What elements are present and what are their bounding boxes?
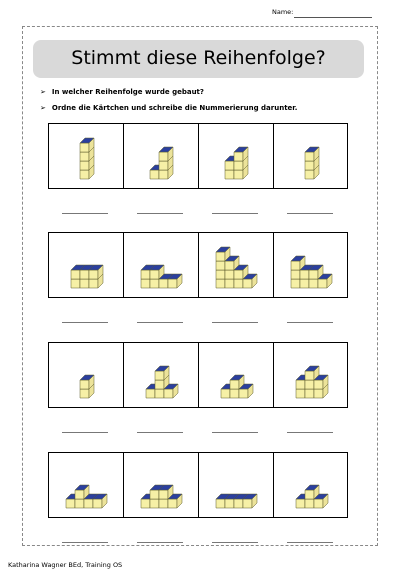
cube-face — [225, 170, 234, 179]
cube-face — [159, 152, 168, 161]
cube-face — [234, 279, 243, 288]
cube-building — [49, 342, 124, 408]
answer-line[interactable] — [212, 542, 258, 543]
cube-face — [305, 152, 314, 161]
picture-card[interactable] — [273, 342, 348, 408]
picture-card[interactable] — [273, 232, 348, 298]
cube-face — [164, 389, 173, 398]
footer-credit: Katharina Wagner BEd, Training OS — [8, 561, 123, 569]
answer-line[interactable] — [287, 542, 333, 543]
cube-face — [155, 371, 164, 380]
name-field-line[interactable] — [294, 17, 372, 18]
picture-card[interactable] — [198, 342, 273, 408]
cube-face — [296, 389, 305, 398]
cube-building — [199, 123, 274, 189]
cube-face — [159, 490, 168, 499]
answer-line[interactable] — [62, 213, 108, 214]
cube-face — [309, 270, 318, 279]
cube-face — [234, 161, 243, 170]
cube-building — [124, 452, 199, 518]
answer-line[interactable] — [62, 322, 108, 323]
cube-face — [291, 279, 300, 288]
cube-face — [305, 499, 314, 508]
cube-face — [300, 270, 309, 279]
cube-face — [291, 270, 300, 279]
cube-face — [93, 499, 102, 508]
cube-face — [75, 490, 84, 499]
cube-face — [150, 499, 159, 508]
answer-line[interactable] — [137, 542, 183, 543]
cube-face — [80, 389, 89, 398]
instruction-2 — [40, 104, 297, 112]
cube-face — [71, 279, 80, 288]
cube-face — [216, 270, 225, 279]
picture-card[interactable] — [123, 123, 198, 189]
card-row — [48, 123, 348, 189]
answer-line[interactable] — [212, 213, 258, 214]
cube-face — [305, 161, 314, 170]
cube-face — [66, 499, 75, 508]
answer-line[interactable] — [287, 213, 333, 214]
cube-face — [216, 261, 225, 270]
cube-face — [80, 279, 89, 288]
answer-line[interactable] — [212, 432, 258, 433]
picture-card[interactable] — [48, 123, 123, 189]
cube-face — [314, 499, 323, 508]
answer-line[interactable] — [137, 322, 183, 323]
cube-face — [225, 270, 234, 279]
cube-face — [159, 279, 168, 288]
cube-face — [89, 279, 98, 288]
cube-building — [199, 452, 274, 518]
title-banner — [33, 40, 364, 78]
cube-face — [89, 270, 98, 279]
cube-face — [318, 279, 327, 288]
picture-card[interactable] — [48, 232, 123, 298]
cube-face — [150, 170, 159, 179]
cube-face — [243, 499, 252, 508]
picture-card[interactable] — [198, 452, 273, 518]
picture-card[interactable] — [123, 232, 198, 298]
cube-face — [243, 279, 252, 288]
cube-face — [159, 499, 168, 508]
cube-face — [234, 270, 243, 279]
cube-building — [124, 342, 199, 408]
cube-face — [141, 279, 150, 288]
cube-building — [124, 232, 199, 298]
cube-face — [305, 380, 314, 389]
arrow-icon: ➢ — [40, 104, 46, 112]
cube-face — [141, 270, 150, 279]
cube-face — [239, 389, 248, 398]
cube-face — [305, 389, 314, 398]
cube-face — [150, 490, 159, 499]
name-field-label: Name: — [272, 8, 294, 16]
cube-face — [305, 490, 314, 499]
cube-face — [80, 380, 89, 389]
cube-face — [309, 279, 318, 288]
cube-building — [199, 342, 274, 408]
card-row — [48, 342, 348, 408]
answer-line[interactable] — [62, 432, 108, 433]
cube-face — [314, 389, 323, 398]
cube-face — [146, 389, 155, 398]
cube-face — [80, 270, 89, 279]
picture-card[interactable] — [198, 232, 273, 298]
arrow-icon: ➢ — [40, 88, 46, 96]
cube-building — [49, 452, 124, 518]
picture-card[interactable] — [273, 452, 348, 518]
cube-face — [75, 499, 84, 508]
picture-card[interactable] — [273, 123, 348, 189]
answer-line[interactable] — [212, 322, 258, 323]
cube-face — [80, 152, 89, 161]
instruction-1 — [40, 88, 204, 96]
cube-building — [49, 232, 124, 298]
cube-face — [234, 499, 243, 508]
cube-face — [230, 380, 239, 389]
cube-face — [150, 270, 159, 279]
cube-face — [168, 279, 177, 288]
cube-face — [216, 279, 225, 288]
cube-face — [168, 499, 177, 508]
cube-face — [216, 499, 225, 508]
cube-face — [225, 499, 234, 508]
cube-face — [159, 170, 168, 179]
cube-face — [230, 389, 239, 398]
cube-building — [274, 452, 349, 518]
cube-building — [274, 123, 349, 189]
cube-face — [159, 161, 168, 170]
instruction-1-text: In welcher Reihenfolge wurde gebaut? — [51, 88, 204, 96]
cube-face — [234, 152, 243, 161]
picture-card[interactable] — [123, 452, 198, 518]
instruction-2-text: Ordne die Kärtchen und schreibe die Nummerierung darunter. — [51, 104, 298, 112]
cube-face — [155, 389, 164, 398]
answer-line[interactable] — [137, 432, 183, 433]
cube-face — [71, 270, 80, 279]
cube-face — [80, 170, 89, 179]
cube-face — [225, 279, 234, 288]
cube-face — [300, 279, 309, 288]
cube-building — [124, 123, 199, 189]
cube-building — [49, 123, 124, 189]
cube-face — [225, 161, 234, 170]
cube-face — [84, 499, 93, 508]
cube-face — [296, 499, 305, 508]
cube-face — [225, 261, 234, 270]
cube-face — [155, 380, 164, 389]
cube-face — [221, 389, 230, 398]
picture-card[interactable] — [198, 123, 273, 189]
picture-card[interactable] — [48, 452, 123, 518]
answer-line[interactable] — [287, 432, 333, 433]
cube-face — [305, 371, 314, 380]
picture-card[interactable] — [48, 342, 123, 408]
cube-face — [141, 499, 150, 508]
answer-line[interactable] — [287, 322, 333, 323]
cube-face — [216, 252, 225, 261]
cube-face — [80, 143, 89, 152]
answer-line[interactable] — [137, 213, 183, 214]
cube-building — [199, 232, 274, 298]
cube-face — [234, 170, 243, 179]
picture-card[interactable] — [123, 342, 198, 408]
cube-face — [150, 279, 159, 288]
page-title: Stimmt diese Reihenfolge? — [71, 47, 326, 69]
cube-face — [291, 261, 300, 270]
cube-face — [296, 380, 305, 389]
cube-face — [80, 161, 89, 170]
cube-face — [305, 170, 314, 179]
card-row — [48, 452, 348, 518]
cube-face — [314, 380, 323, 389]
cube-building — [274, 232, 349, 298]
card-row — [48, 232, 348, 298]
cube-building — [274, 342, 349, 408]
answer-line[interactable] — [62, 542, 108, 543]
